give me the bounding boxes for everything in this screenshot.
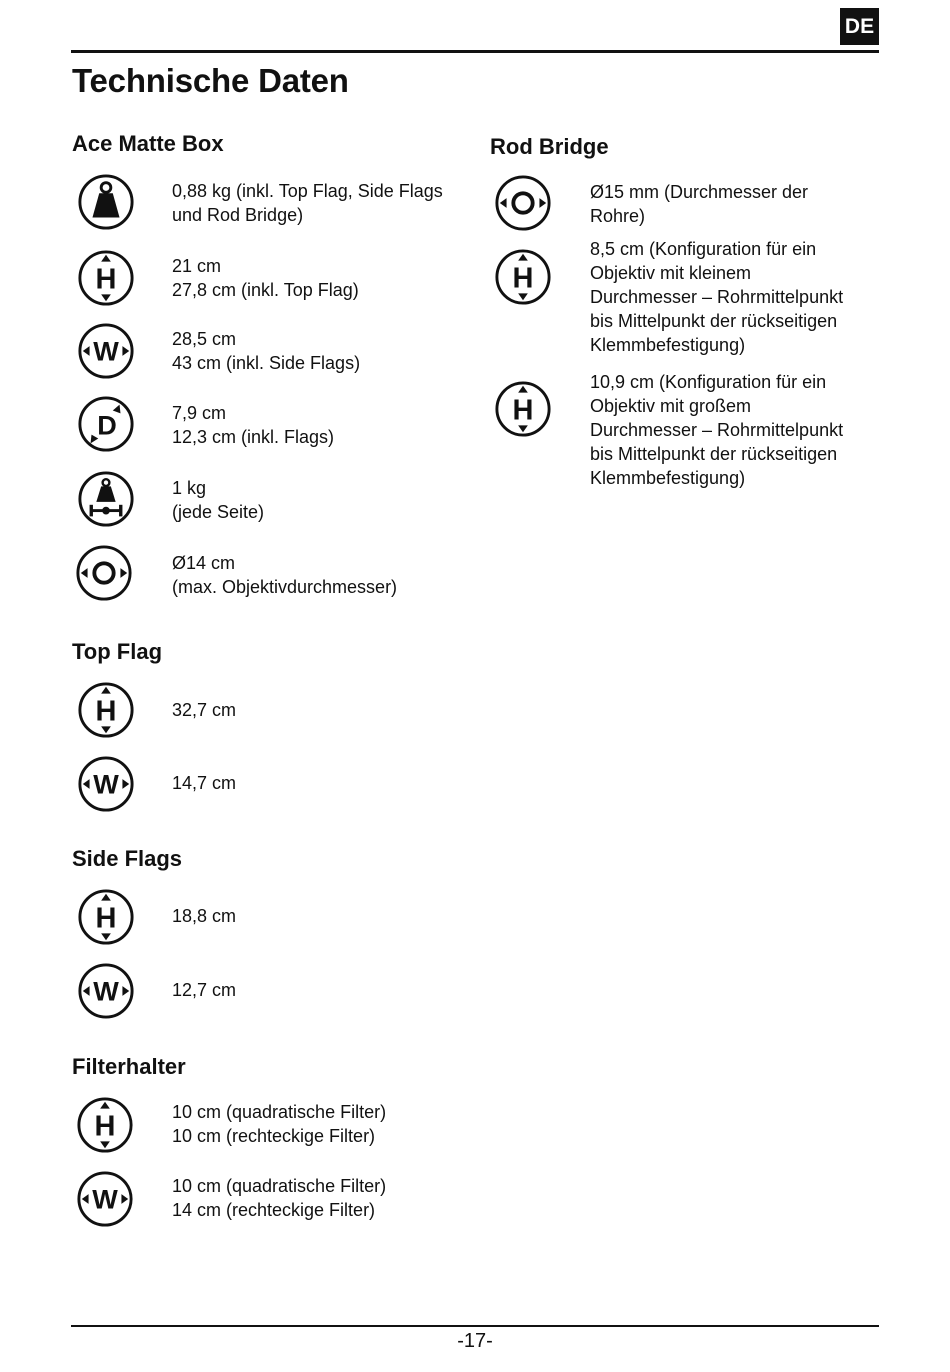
- spec-line: 27,8 cm (inkl. Top Flag): [172, 280, 359, 300]
- spec-line: Klemmbefestigung): [590, 335, 746, 355]
- height-icon: [494, 248, 552, 306]
- height-icon: [494, 380, 552, 438]
- spec-rod-height-large: [590, 370, 843, 490]
- height-icon: [76, 1096, 134, 1154]
- height-icon: [77, 888, 135, 946]
- spec-line: Objektiv mit großem: [590, 396, 752, 416]
- spec-top-flag-height: [172, 698, 236, 722]
- spec-top-flag-width: [172, 771, 236, 795]
- spec-line: 10 cm (rechteckige Filter): [172, 1126, 376, 1146]
- spec-line: 43 cm (inkl. Side Flags): [172, 353, 361, 373]
- depth-icon: [77, 395, 135, 453]
- spec-line: 14 cm (rechteckige Filter): [172, 1200, 376, 1220]
- language-badge: DE: [840, 8, 879, 45]
- page-title: Technische Daten: [72, 62, 349, 99]
- spec-weight: [172, 179, 443, 227]
- spec-line: 12,7 cm: [172, 980, 237, 1000]
- spec-rod-height-small: [590, 237, 843, 357]
- spec-line: 8,5 cm (Konfiguration für ein: [590, 239, 817, 259]
- spec-line: 10 cm (quadratische Filter): [172, 1176, 387, 1196]
- spec-line: Ø15 mm (Durchmesser der: [590, 182, 809, 202]
- page-number: -17-: [457, 1330, 493, 1352]
- spec-rod-diameter: [590, 180, 808, 228]
- height-icon: [77, 681, 135, 739]
- diameter-icon: [75, 544, 133, 602]
- section-title-rod-bridge: Rod Bridge: [490, 134, 609, 159]
- spec-line: Ø14 cm: [172, 553, 236, 573]
- spec-line: und Rod Bridge): [172, 205, 304, 225]
- width-icon: [77, 755, 135, 813]
- weight-icon: [77, 173, 135, 231]
- height-icon: [77, 249, 135, 307]
- spec-line: Durchmesser – Rohrmittelpunkt: [590, 420, 844, 440]
- spec-side-flags-width: [172, 978, 236, 1002]
- spec-line: 21 cm: [172, 256, 222, 276]
- spec-line: 12,3 cm (inkl. Flags): [172, 427, 335, 447]
- section-title-filterhalter: Filterhalter: [72, 1054, 186, 1079]
- side-weight-icon: [77, 470, 135, 528]
- spec-side-weight: [172, 476, 264, 524]
- diameter-icon: [494, 174, 552, 232]
- spec-line: bis Mittelpunkt der rückseitigen: [590, 311, 838, 331]
- spec-filterhalter-width: [172, 1174, 386, 1222]
- spec-line: 7,9 cm: [172, 403, 227, 423]
- spec-line: 28,5 cm: [172, 329, 237, 349]
- section-title-ace-matte-box: Ace Matte Box: [72, 131, 224, 156]
- spec-height: [172, 254, 359, 302]
- spec-line: 18,8 cm: [172, 906, 237, 926]
- spec-filterhalter-height: [172, 1100, 386, 1148]
- spec-line: Klemmbefestigung): [590, 468, 746, 488]
- spec-line: 32,7 cm: [172, 700, 237, 720]
- spec-line: Durchmesser – Rohrmittelpunkt: [590, 287, 844, 307]
- section-title-side-flags: Side Flags: [72, 846, 183, 871]
- header-divider: [71, 50, 879, 53]
- width-icon: [77, 322, 135, 380]
- footer-divider: [71, 1325, 879, 1327]
- spec-line: Objektiv mit kleinem: [590, 263, 752, 283]
- spec-line: (jede Seite): [172, 502, 265, 522]
- spec-line: 0,88 kg (inkl. Top Flag, Side Flags: [172, 181, 443, 201]
- spec-width: [172, 327, 360, 375]
- spec-diameter: [172, 551, 397, 599]
- spec-line: 10,9 cm (Konfiguration für ein: [590, 372, 827, 392]
- section-title-top-flag: Top Flag: [72, 639, 163, 664]
- spec-line: 14,7 cm: [172, 773, 237, 793]
- spec-line: 1 kg: [172, 478, 207, 498]
- spec-depth: [172, 401, 334, 449]
- width-icon: [76, 1170, 134, 1228]
- spec-line: 10 cm (quadratische Filter): [172, 1102, 387, 1122]
- spec-line: (max. Objektivdurchmesser): [172, 577, 398, 597]
- spec-line: Rohre): [590, 206, 646, 226]
- spec-line: bis Mittelpunkt der rückseitigen: [590, 444, 838, 464]
- spec-side-flags-height: [172, 904, 236, 928]
- width-icon: [77, 962, 135, 1020]
